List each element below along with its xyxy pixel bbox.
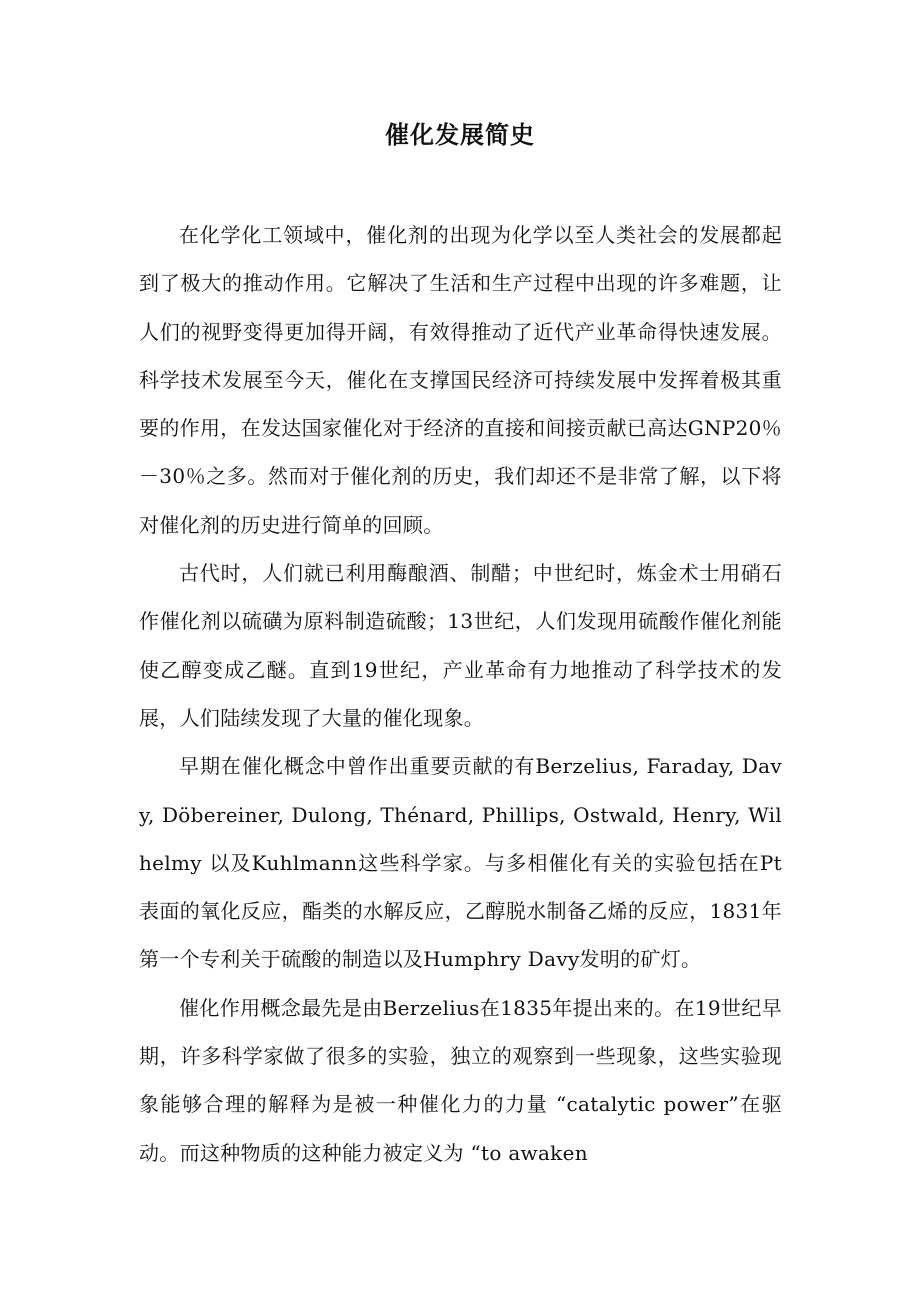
page-title: 催化发展简史 bbox=[385, 120, 535, 149]
paragraph-berzelius-concept: 催化作用概念最先是由Berzelius在1835年提出来的。在19世纪早期，许多科学家做了很多的实验，独立的观察到一些现象，这些实验现象能够合理的解释为是被一种催化力的力量 “catalytic power”在驱动。而这种物质的这种能力被定义为 “to awaken bbox=[139, 995, 782, 1165]
document-body bbox=[139, 211, 782, 1177]
paragraph-early-scientists: 早期在催化概念中曾作出重要贡献的有Berzelius, Faraday, Davy, Döbereiner, Dulong, Thénard, Phillips, Ostwald, Henry, Wilhelmy 以及Kuhlmann这些科学家。与多相催化有关的实验包括在Pt表面的氧化反应，酯类的水解反应，乙醇脱水制备乙烯的反应，1831年第一个专利关于硫酸的制造以及Humphry Davy发明的矿灯。 bbox=[139, 754, 782, 972]
paragraph-intro: 在化学化工领域中，催化剂的出现为化学以至人类社会的发展都起到了极大的推动作用。它解决了生活和生产过程中出现的许多难题，让人们的视野变得更加得开阔，有效得推动了近代产业革命得快速发展。科学技术发展至今天，催化在支撑国民经济可持续发展中发挥着极其重要的作用，在发达国家催化对于经济的直接和间接贡献已高达GNP20％－30％之多。然而对于催化剂的历史，我们却还不是非常了解，以下将对催化剂的历史进行简单的回顾。 bbox=[139, 223, 782, 537]
paragraph-ancient-history: 古代时，人们就已利用酶酿酒、制醋；中世纪时，炼金术士用硝石作催化剂以硫磺为原料制造硫酸；13世纪，人们发现用硫酸作催化剂能使乙醇变成乙醚。直到19世纪，产业革命有力地推动了科学技术的发展，人们陆续发现了大量的催化现象。 bbox=[139, 561, 782, 730]
